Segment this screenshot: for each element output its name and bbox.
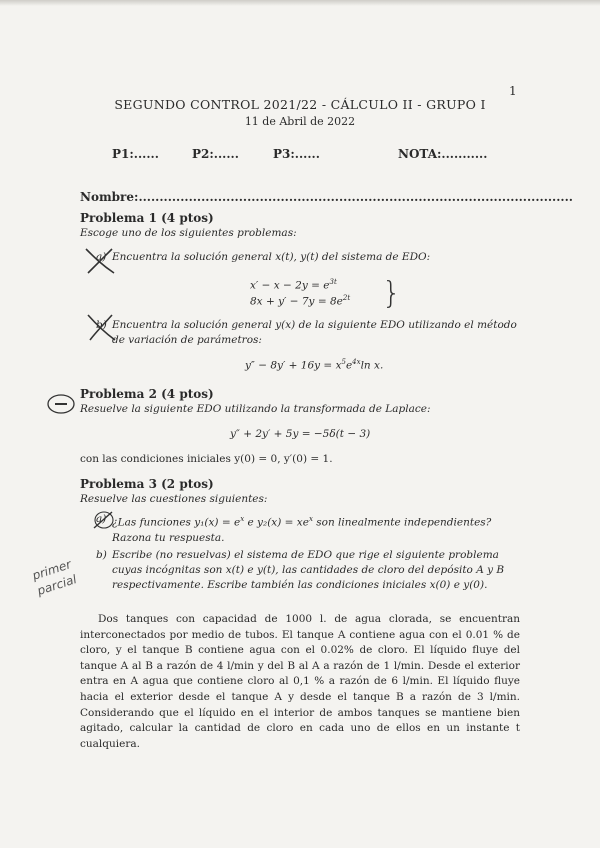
score-nota: NOTA:........... (398, 147, 488, 161)
problem3a-label: a) (96, 513, 107, 525)
problem3b-label: b) (96, 549, 107, 561)
problem3b-text: Escribe (no resuelvas) el sistema de EDO que rige el siguiente problema cuyas incógnitas son x(t) e y(t), las cantidades de cloro del depósito A y B respectivamente. Escribe también las condiciones iniciales x(0) e y(0). (112, 549, 505, 591)
name-field: Nombre:........................................................................................................ (80, 190, 573, 204)
system-row2: $8x + y' - 7y = 8e^{2t}$ (250, 294, 351, 308)
tank-problem-text: Dos tanques con capacidad de 1000 l. de agua clorada, se encuentran interconectados por medio de tubos. El tanque A contiene agua con el 0.01 % de cloro, y el tanque B contiene agua con el 0.02% de cloro. El líquido fluye del tanque A al B a razón de 4 l/min y del B al A a razón de 1 l/min. Desde el exterior entra en A agua que contiene cloro al 0,1 % a razón de 6 l/min. El líquido fluye hacia el exterior desde el tanque A y desde el tanque B a razón de 3 l/min. Considerando que el líquido en el interior de ambos tanques se mantiene bien agitado, calcular la cantidad de cloro en cada uno de ellos en un instante t cualquiera. (80, 613, 520, 750)
score-p2: P2:...... (192, 147, 239, 161)
scan-edge (0, 0, 600, 6)
circled-dash-mark (46, 392, 76, 416)
handwritten-note: primer parcial (30, 557, 79, 598)
problem1-instruction: Escoge uno de los siguientes problemas: (80, 227, 297, 239)
problem3-instruction: Resuelve las cuestiones siguientes: (80, 493, 268, 505)
page-number: 1 (509, 84, 517, 98)
problem1b-equation: $y'' - 8y' + 16y = x^5e^{4x}\ln$ x. (245, 358, 384, 372)
score-p1: P1:...... (112, 147, 159, 161)
system-brace: } (382, 276, 402, 311)
problem3-heading: Problema 3 (2 ptos) (80, 477, 214, 491)
problem1-heading: Problema 1 (4 ptos) (80, 211, 214, 225)
problem2-equation: y″ + 2y′ + 5y = −5δ(t − 3) (230, 428, 371, 440)
problem1b-text: Encuentra la solución general y(x) de la siguiente EDO utilizando el método de variación de parámetros: (112, 319, 517, 346)
problem2-instruction: Resuelve la siguiente EDO utilizando la transformada de Laplace: (80, 403, 431, 415)
exam-date: 11 de Abril de 2022 (244, 115, 356, 128)
problem1b-label: b) (96, 319, 107, 331)
problem1a-label: a) (96, 251, 107, 263)
problem2-heading: Problema 2 (4 ptos) (80, 387, 214, 401)
system-row1: $x' - x - 2y = e^{3t}$ (250, 278, 337, 292)
problem1a-text: Encuentra la solución general x(t), y(t) del sistema de EDO: (112, 251, 431, 263)
problem3a-text: ¿Las funciones $y_1(x) = e^x$ e $y_2(x) = xe^x$ son linealmente independientes? Razona tu respuesta. (112, 515, 492, 544)
exam-title: SEGUNDO CONTROL 2021/22 - CÁLCULO II - GRUPO I (114, 97, 486, 112)
problem2-conditions: con las condiciones iniciales y(0) = 0, y′(0) = 1. (80, 453, 333, 465)
score-p3: P3:...... (273, 147, 320, 161)
